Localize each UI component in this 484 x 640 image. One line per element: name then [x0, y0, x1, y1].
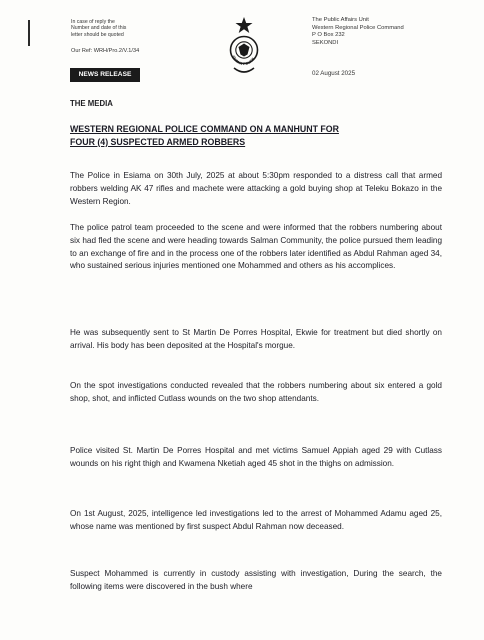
- body-paragraph: The police patrol team proceeded to the scene and were informed that the robbers numbering about six had fled the scene and were heading towards Salman Community, the police pursued them leading to an exchange of fire and in the process one of the robbers later identified as Abdul Rahman aged 34, who sustained serious injuries mentioned one Mohammed and others as his accomplices.: [70, 223, 442, 271]
- headline: [70, 123, 442, 148]
- reply-note: [71, 19, 126, 38]
- recipient-line: THE MEDIA: [70, 99, 113, 108]
- margin-mark: [28, 20, 30, 46]
- body-paragraph: He was subsequently sent to St Martin De Porres Hospital, Ekwie for treatment but died shortly on arrival. His body has been deposited at the Hospital's morgue.: [70, 328, 442, 350]
- news-release-badge: NEWS RELEASE: [70, 68, 140, 82]
- reply-note-line: Number and date of this: [71, 25, 127, 32]
- address-line: The Public Affairs Unit: [312, 17, 369, 23]
- headline-line: FOUR (4) SUSPECTED ARMED ROBBERS: [70, 136, 246, 147]
- ghana-police-crest-icon: [225, 16, 263, 80]
- address-line: SEKONDI: [312, 39, 339, 46]
- body-paragraph: On 1st August, 2025, intelligence led investigations led to the arrest of Mohammed Adamu aged 25, whose name was mentioned by first suspect Abdul Rahman now deceased.: [70, 509, 442, 531]
- body-paragraph: On the spot investigations conducted revealed that the robbers numbering about six entered a gold shop, shot, and inflicted Cutlass wounds on the two shop attendants.: [70, 381, 442, 403]
- body-paragraph: Suspect Mohammed is currently in custody assisting with investigation, During the search, the following items were discovered in the bush where: [70, 569, 442, 591]
- our-reference: Our Ref: WRH/Pro.2/V.1/34: [71, 48, 140, 54]
- body-paragraph: The Police in Esiama on 30th July, 2025 at about 5:30pm responded to a distress call that armed robbers welding AK 47 rifles and machete were attacking a gold buying shop at Teleku Bokazo in the Western Region.: [70, 171, 442, 206]
- body-paragraph: Police visited St. Martin De Porres Hospital and met victims Samuel Appiah aged 29 with Cutlass wounds on his right thigh and Kwamena Nketiah aged 45 shot in the thighs on admission.: [70, 446, 442, 468]
- address-line: P O Box 232: [312, 32, 345, 39]
- reply-note-line: In case of reply the: [71, 19, 115, 25]
- release-date: 02 August 2025: [312, 70, 356, 77]
- svg-text:GHANA POLICE: GHANA POLICE: [231, 54, 256, 67]
- reply-note-line: letter should be quoted: [71, 31, 124, 38]
- headline-line: WESTERN REGIONAL POLICE COMMAND ON A MANHUNT FOR: [70, 124, 339, 134]
- address-line: Western Regional Police Command: [312, 24, 404, 31]
- address-block: [312, 17, 404, 47]
